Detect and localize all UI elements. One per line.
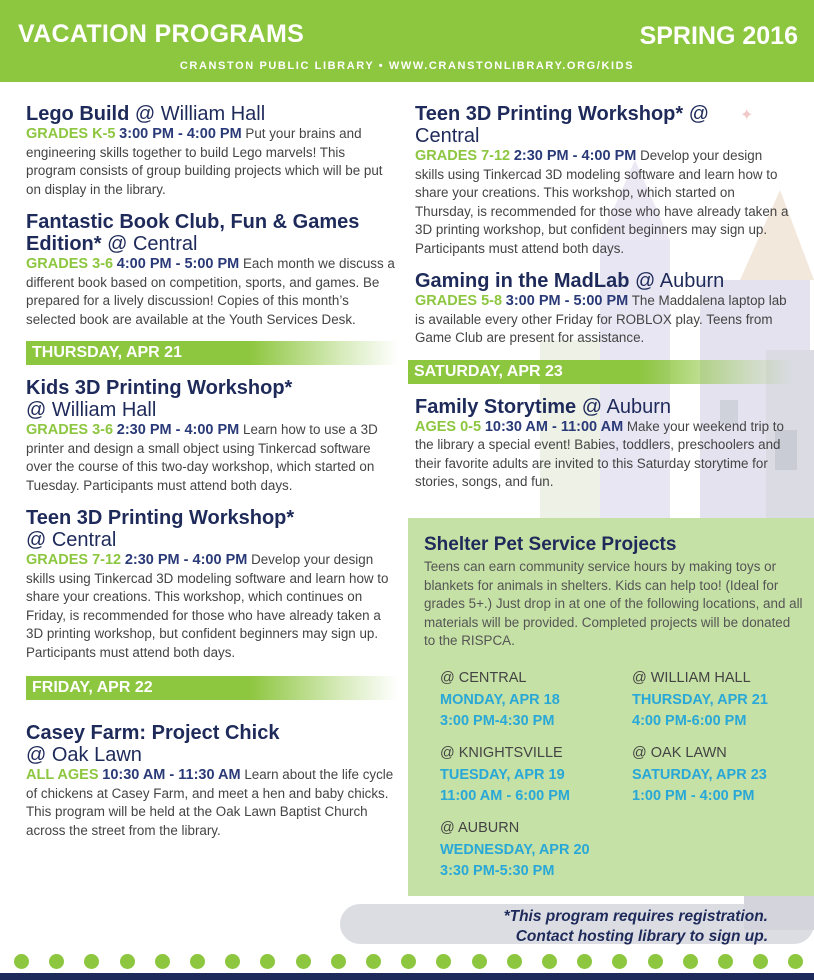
event-grades: GRADES 3-6 (26, 422, 114, 438)
event-time: 2:30 PM - 4:00 PM (513, 148, 637, 164)
dot-icon (507, 954, 522, 969)
dot-icon (753, 954, 768, 969)
event-description: Develop your design skills using Tinkercad 3D modeling software and learn how to share your creations. This workshop, which started on Thursday, is recommended for those who have already taken a 3D printing workshop, but confident beginners may sign up. Participants must attend both days. (415, 148, 789, 256)
event-description: The Maddalena laptop lab is available every other Friday for ROBLOX play. Teens from Game Club are present for assistance. (415, 293, 787, 345)
event-title: Teen 3D Printing Workshop* (26, 507, 295, 529)
event-location: @ William Hall (129, 103, 266, 125)
dot-icon (225, 954, 240, 969)
shelter-location-william-hall (632, 668, 814, 733)
event-kids-3d-printing (26, 377, 398, 495)
event-family-storytime (415, 396, 793, 492)
location-day: MONDAY, APR 18 (440, 691, 560, 708)
dot-icon (436, 954, 451, 969)
event-location: @ Oak Lawn (26, 744, 142, 766)
event-title: Gaming in the MadLab (415, 270, 630, 292)
event-location: @ William Hall (26, 399, 157, 421)
event-grades: GRADES 7-12 (415, 148, 511, 164)
location-time: 3:00 PM-4:30 PM (440, 713, 555, 729)
event-title: Lego Build (26, 103, 130, 125)
dot-icon (788, 954, 803, 969)
event-description: Learn about the life cycle of chickens at Casey Farm, and meet a hen and baby chicks. This program will be held at the Oak Lawn Baptist Church across the street from the library. (26, 767, 394, 838)
event-grades: ALL AGES (26, 767, 99, 783)
shelter-location-central (440, 668, 630, 733)
event-description: Learn how to use a 3D printer and design a small object using Tinkercad software over the course of this two-day workshop, which started on Tuesday. Participants must attend both days. (26, 422, 378, 493)
location-name: @ AUBURN (440, 820, 520, 836)
location-day: TUESDAY, APR 19 (440, 766, 565, 783)
event-grades: GRADES 3-6 (26, 256, 114, 272)
location-name: @ CENTRAL (440, 670, 527, 686)
bottom-bar (0, 973, 814, 980)
header-banner (0, 0, 814, 82)
page-title: VACATION PROGRAMS (18, 20, 305, 48)
location-name: @ OAK LAWN (632, 745, 727, 761)
registration-note-line1: *This program requires registration. (503, 908, 768, 925)
event-title: Teen 3D Printing Workshop* (415, 103, 684, 125)
dot-icon (155, 954, 170, 969)
event-location: @ Central (101, 233, 198, 255)
dot-icon (472, 954, 487, 969)
location-name: @ WILLIAM HALL (632, 670, 751, 686)
dot-icon (190, 954, 205, 969)
dot-icon (296, 954, 311, 969)
day-header-thursday: THURSDAY, APR 21 (26, 341, 398, 365)
event-time: 10:30 AM - 11:00 AM (484, 418, 624, 435)
event-title: Casey Farm: Project Chick (26, 722, 280, 744)
location-time: 1:00 PM - 4:00 PM (632, 788, 755, 804)
event-location: @ Auburn (629, 270, 725, 292)
event-time: 2:30 PM - 4:00 PM (124, 552, 248, 568)
registration-note (504, 907, 768, 947)
event-lego-build (26, 103, 398, 199)
event-time: 10:30 AM - 11:30 AM (102, 767, 241, 783)
svg-text:✦: ✦ (740, 105, 754, 124)
location-time: 11:00 AM - 6:00 PM (440, 788, 571, 804)
dot-icon (542, 954, 557, 969)
dot-icon (648, 954, 663, 969)
shelter-description: Teens can earn community service hours by making toys or blankets for animals in shelters. Kids can help too! (Ideal for grades 5+.) Just drop in at one of the following locations, and all materials will be provided. Completed projects will be donated to the RISPCA. (424, 559, 803, 648)
event-grades: GRADES K-5 (26, 126, 116, 142)
day-header-friday: FRIDAY, APR 22 (26, 676, 398, 700)
dot-icon (331, 954, 346, 969)
shelter-title: Shelter Pet Service Projects (424, 534, 677, 555)
event-description: Put your brains and engineering skills together to build Lego marvels! This program consists of group building projects which will be put on display in the library. (26, 126, 383, 197)
library-subtitle: CRANSTON PUBLIC LIBRARY • WWW.CRANSTONLIBRARY.ORG/KIDS (179, 60, 635, 72)
event-location: @ (683, 103, 710, 125)
shelter-location-auburn (440, 818, 630, 883)
event-description: Develop your design skills using Tinkercad 3D modeling software and learn how to share your creations. This workshop, which continues on Friday, is recommended for those who have already taken a 3D printing workshop, but confident beginners may sign up. Participants must attend both days. (26, 552, 389, 660)
event-casey-farm (26, 722, 398, 840)
event-time: 3:00 PM - 5:00 PM (505, 293, 629, 309)
event-teen-3d-printing-thu (26, 507, 398, 662)
event-location-line2: Central (415, 125, 480, 147)
location-name: @ KNIGHTSVILLE (440, 745, 563, 761)
event-time: 3:00 PM - 4:00 PM (119, 126, 242, 142)
location-day: WEDNESDAY, APR 20 (440, 841, 590, 858)
event-time: 4:00 PM - 5:00 PM (116, 256, 240, 272)
event-teen-3d-printing-fri (415, 103, 793, 258)
event-grades: GRADES 7-12 (26, 552, 122, 568)
shelter-location-knightsville (440, 743, 630, 808)
event-title: Family Storytime (415, 395, 577, 418)
dot-icon (577, 954, 592, 969)
left-column (26, 103, 398, 852)
event-time: 2:30 PM - 4:00 PM (116, 422, 240, 438)
registration-note-line2: Contact hosting library to sign up. (515, 928, 768, 945)
event-location: @ Auburn (576, 395, 671, 418)
dot-icon (120, 954, 135, 969)
event-gaming-madlab (415, 270, 793, 348)
location-day: THURSDAY, APR 21 (632, 691, 768, 708)
location-day: SATURDAY, APR 23 (632, 766, 767, 783)
dot-icon (260, 954, 275, 969)
dot-border (0, 954, 814, 972)
dot-icon (401, 954, 416, 969)
event-grades: GRADES 5-8 (415, 293, 503, 309)
event-title: Kids 3D Printing Workshop* (26, 377, 293, 399)
shelter-location-oak-lawn (632, 743, 814, 808)
dot-icon (366, 954, 381, 969)
day-header-saturday: SATURDAY, APR 23 (408, 360, 793, 384)
event-title: Fantastic Book Club, Fun & Games Edition* (26, 211, 360, 255)
dot-icon (683, 954, 698, 969)
right-column (415, 103, 793, 504)
event-book-club (26, 211, 398, 329)
dot-icon (718, 954, 733, 969)
event-description: Each month we discuss a different book based on competition, sports, and games. Be prepared for a lively discussion! Copies of this month’s selected book are available at the Youth Services Desk. (26, 256, 395, 327)
dot-icon (49, 954, 64, 969)
event-grades: AGES 0-5 (415, 418, 482, 435)
location-time: 4:00 PM-6:00 PM (632, 713, 747, 729)
event-description: Make your weekend trip to the library a special event! Babies, toddlers, preschoolers and their favorite adults are invited to this Saturday storytime for stories, songs, and fun. (415, 418, 784, 489)
dot-icon (14, 954, 29, 969)
dot-icon (612, 954, 627, 969)
dot-icon (84, 954, 99, 969)
event-location: @ Central (26, 529, 117, 551)
shelter-pet-panel (408, 518, 814, 896)
location-time: 3:30 PM-5:30 PM (440, 863, 555, 879)
season-label: SPRING 2016 (639, 22, 798, 50)
